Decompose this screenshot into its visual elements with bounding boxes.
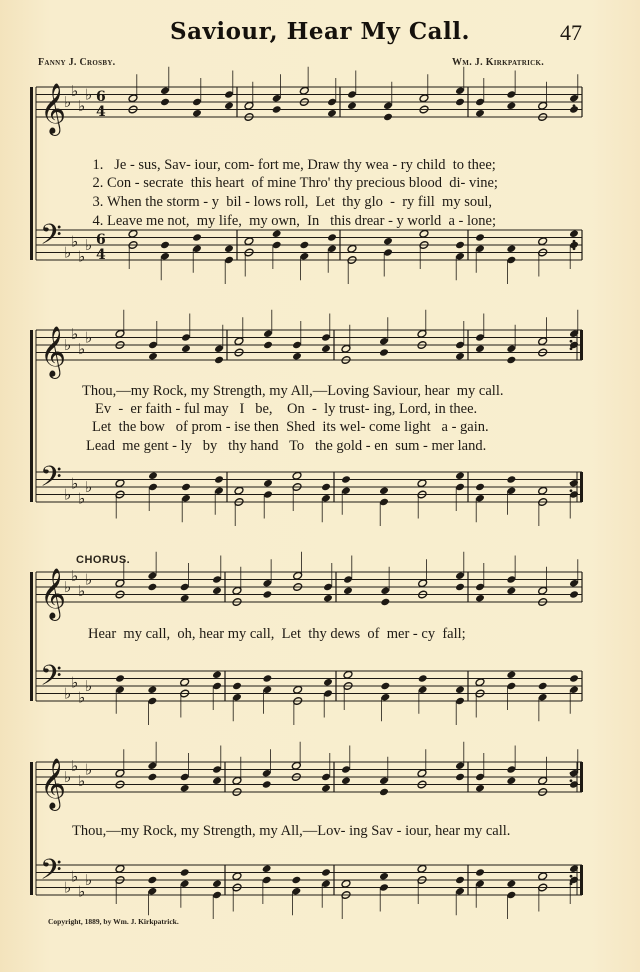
flat-icon: ♭ [78, 339, 86, 358]
flat-icon: ♭ [64, 768, 72, 786]
flat-icon: ♭ [64, 93, 72, 111]
flat-icon: ♭ [71, 867, 79, 886]
flat-icon: ♭ [71, 756, 79, 775]
bass-clef-icon: 𝄢 [40, 460, 62, 501]
chorus-lyric-1: Hear my call, oh, hear my call, Let thy dews of mer - cy fall; [88, 626, 466, 642]
treble-clef-icon: 𝄞 [40, 83, 67, 134]
verse-number: 2. [92, 175, 104, 191]
verse-text: Con - secrate this heart of mine Thro' thy precious blood di- vine; [107, 175, 498, 191]
flat-icon: ♭ [78, 96, 86, 115]
flat-icon: ♭ [85, 478, 93, 496]
flat-icon: ♭ [78, 688, 86, 707]
flat-icon: ♭ [64, 485, 72, 504]
treble-clef-icon: 𝄞 [40, 326, 67, 377]
flat-icon: ♭ [71, 232, 79, 251]
verse-4-line-b: Lead me gent - ly by thy hand To the gold - en sum - mer land. [86, 438, 487, 454]
flat-icon: ♭ [71, 673, 79, 692]
verse-1-line-b: Thou,—my Rock, my Strength, my All,—Loving Saviour, hear my call. [82, 383, 504, 399]
flat-icon: ♭ [64, 243, 72, 262]
verse-number: 3. [92, 194, 104, 210]
flat-icon: ♭ [71, 81, 79, 100]
composer-credit: Wm. J. Kirkpatrick. [452, 57, 545, 68]
hymn-title: Saviour, Hear My Call. [169, 18, 471, 45]
flat-icon: ♭ [85, 760, 93, 779]
flat-icon: ♭ [64, 878, 72, 897]
svg-text:6: 6 [96, 89, 106, 105]
chorus-label: CHORUS. [76, 554, 131, 566]
bass-clef-icon: 𝄢 [40, 853, 62, 894]
flat-icon: ♭ [64, 684, 72, 703]
flat-icon: ♭ [78, 581, 86, 600]
flat-icon: ♭ [85, 570, 93, 589]
lyricist-credit: Fanny J. Crosby. [38, 57, 116, 68]
flat-icon: ♭ [64, 336, 72, 354]
flat-icon: ♭ [78, 489, 86, 508]
verse-text: When the storm - y bil - lows roll, Let thy glo - ry fill my soul, [107, 194, 493, 210]
flat-icon: ♭ [71, 566, 79, 585]
flat-icon: ♭ [78, 247, 86, 266]
flat-icon: ♭ [85, 871, 93, 889]
svg-text:4: 4 [96, 104, 106, 120]
treble-clef-icon: 𝄞 [40, 758, 67, 809]
chorus-lyric-2: Thou,—my Rock, my Strength, my All,—Lov- ing Sav - iour, hear my call. [72, 823, 511, 839]
verse-number: 4. [92, 213, 104, 229]
bass-clef-icon: 𝄢 [40, 218, 62, 259]
verse-4-line-a [78, 196, 496, 247]
flat-icon: ♭ [78, 771, 86, 790]
flat-icon: ♭ [85, 85, 93, 104]
verse-text: Leave me not, my life, my own, In this drear - y world a - lone; [107, 213, 496, 229]
page-number: 47 [560, 20, 582, 45]
verse-number: 1. [92, 157, 104, 173]
flat-icon: ♭ [78, 882, 86, 901]
treble-clef-icon: 𝄞 [40, 568, 67, 619]
copyright-notice: Copyright, 1889, by Wm. J. Kirkpatrick. [48, 917, 179, 926]
verse-text: Je - sus, Sav- iour, com- fort me, Draw thy wea - ry child to thee; [114, 157, 496, 173]
flat-icon: ♭ [71, 324, 79, 343]
flat-icon: ♭ [71, 474, 79, 493]
flat-icon: ♭ [85, 328, 93, 347]
verse-3-line-b: Let the bow of prom - ise then Shed its wel- come light a - gain. [92, 419, 489, 435]
verse-2-line-b: Ev - er faith - ful may I be, On - ly trust- ing, Lord, in thee. [95, 401, 478, 417]
svg-text:4: 4 [96, 247, 106, 263]
svg-text:6: 6 [96, 232, 106, 248]
flat-icon: ♭ [85, 236, 93, 254]
flat-icon: ♭ [85, 677, 93, 695]
flat-icon: ♭ [64, 578, 72, 596]
bass-clef-icon: 𝄢 [40, 659, 62, 700]
